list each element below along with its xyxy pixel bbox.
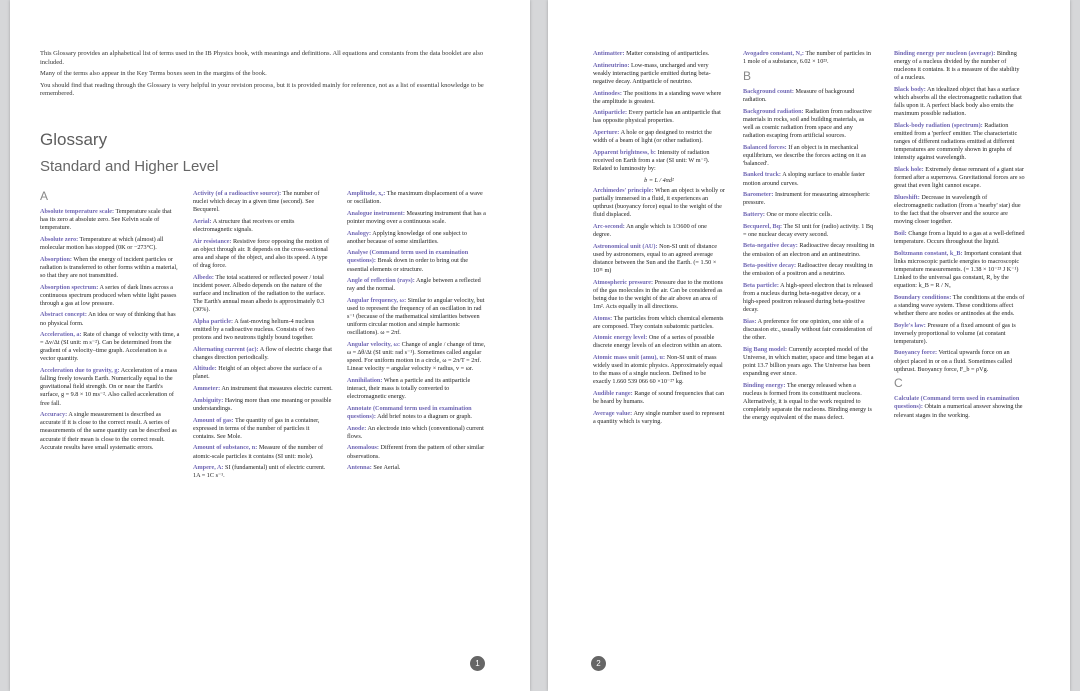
entry-term: Beta particle:: [743, 282, 779, 289]
glossary-entry: [743, 108, 875, 140]
entry-term: Binding energy:: [743, 381, 786, 389]
glossary-entry: [40, 284, 180, 308]
entry-definition: The particles from which chemical elements are composed. They contain subatomic particles.: [593, 314, 724, 330]
entry-term: Atomic energy level:: [593, 334, 648, 342]
entry-term: Annihilation:: [347, 377, 383, 385]
entry-term: Alpha particle:: [193, 317, 234, 325]
entry-definition: A hole or gap designed to restrict the width of a beam of light (or other radiation).: [593, 129, 712, 145]
entry-definition: A structure that receives or emits electromagnetic signals.: [193, 217, 295, 233]
entry-term: Abstract concept:: [40, 311, 87, 319]
glossary-entry: [193, 444, 333, 460]
entry-term: Antineutrino:: [593, 61, 630, 69]
entry-definition: Resistive force opposing the motion of an object through air. It depends on the cross-sectional area and shape of the object, and also its speed. A type of drag force.: [193, 237, 330, 269]
entry-term: Alternating current (ac):: [193, 345, 259, 353]
entry-term: Apparent brightness, b:: [593, 148, 656, 156]
entry-definition: A high-speed electron that is released from a nucleus during beta-negative decay, or a high-speed positron released during beta-positive decay.: [743, 282, 873, 314]
section-letter: B: [743, 68, 752, 83]
entry-definition: Pressure due to the motions of the gas molecules in the air. Can be considered as being due to the weight of the air above an area of 1m². Acts equally in all directions.: [593, 278, 724, 310]
entry-term: Analyse (Command term used in examination questions):: [347, 249, 469, 265]
entry-term: Blueshift:: [894, 193, 920, 201]
entry-equation: b = L / 4πd²: [644, 176, 674, 184]
entry-term: Background radiation:: [743, 107, 804, 115]
entry-term: Analogy:: [347, 229, 372, 237]
entry-term: Absolute zero:: [40, 235, 79, 243]
entry-definition: The quantity of gas in a container, expressed in terms of the number of particles it contains. See Mole.: [193, 416, 320, 440]
glossary-entry: [40, 236, 180, 252]
entry-term: Beta-positive decay:: [743, 262, 797, 270]
glossary-entry: [193, 274, 333, 314]
entry-definition: The energy released when a nucleus is formed from its constituent nucleons. Alternatively, it is equal to the work required to completely separate the nucleons. Binding energy is the energy equivalent of the mass defect.: [743, 381, 872, 422]
entry-definition: Decrease in wavelength of electromagnetic radiation (from a 'nearby' star) due to the fact that the observer and the source are moving closer together.: [894, 193, 1021, 226]
page-1: [10, 0, 530, 691]
glossary-entry: [593, 149, 725, 173]
glossary-entry: [347, 249, 487, 273]
glossary-entry: [193, 346, 333, 362]
glossary-entry: [347, 230, 487, 246]
entry-definition: One of a series of possible discrete energy levels of an electron within an atom.: [593, 334, 723, 350]
entry-definition: Extremely dense remnant of a giant star formed after a supernova. Gravitational forces are so great that even light cannot escape.: [894, 166, 1025, 190]
entry-term: Astronomical unit (AU):: [593, 242, 658, 250]
entry-term: Accuracy:: [40, 411, 68, 419]
entry-definition: Similar to angular velocity, but used to represent the frequency of an oscillation in rad s⁻¹ (because of the mathematical similarities between uniform circular motion and simple harmonic oscillations). ω = 2πf.: [347, 297, 485, 337]
entry-term: Archimedes' principle:: [593, 186, 654, 194]
entry-term: Arc-second:: [593, 222, 625, 230]
entry-term: Aerial:: [193, 217, 212, 225]
glossary-entry: [193, 190, 333, 214]
glossary-entry: [347, 377, 487, 401]
section-letter: A: [40, 189, 49, 203]
entry-definition: Rate of change of velocity with time, a = Δv/Δt (SI unit: m s⁻²). Can be determined from the gradient of a velocity–time graph. Acceleration is a vector quantity.: [40, 331, 180, 363]
entry-term: Activity (of a radioactive source):: [193, 190, 282, 197]
entry-term: Angle of reflection (rays):: [347, 277, 415, 285]
glossary-entry: [894, 322, 1026, 346]
entry-term: Black body:: [894, 85, 926, 93]
intro-paragraph: You should find that reading through the Glossary is very helpful in your revision process, but it is provided mainly for reference, not as a list of essential knowledge to be remembered.: [40, 81, 484, 98]
entry-definition: Height of an object above the surface of a planet.: [193, 365, 322, 381]
glossary-entry: [743, 88, 875, 104]
glossary-entry: [347, 297, 487, 337]
entry-term: Atoms:: [593, 314, 613, 322]
glossary-subtitle: Standard and Higher Level: [40, 158, 219, 175]
entry-term: Anode:: [347, 424, 367, 432]
entry-definition: Change of angle / change of time, ω = Δθ/Δt (SI unit: rad s⁻¹). Sometimes called angular speed. For uniform motion in a circle, ω = 2π/T = 2πf. Linear velocity = angular velocity × radius, v = ωr.: [347, 341, 486, 373]
entry-definition: Non-SI unit of distance used by astronomers, equal to an agreed average distance between the Sun and the Earth. (= 1.50 × 10¹¹ m): [593, 242, 717, 274]
glossary-entry: [347, 464, 487, 472]
entry-term: Annotate (Command term used in examination questions):: [347, 404, 472, 420]
entry-definition: Radiation from radioactive materials in rocks, soil and building materials, as well as cosmic radiation from space and any radiation escaping from artificial sources.: [743, 107, 872, 139]
entry-definition: When an object is wholly or partially immersed in a fluid, it experiences an upthrust (buoyancy force) equal to the weight of the fluid displaced.: [593, 186, 725, 219]
entry-term: Absolute temperature scale:: [40, 208, 115, 215]
entry-term: Binding energy per nucleon (average):: [894, 50, 996, 57]
entry-definition: Change from a liquid to a gas at a well-defined temperature. Occurs throughout the liquid.: [894, 229, 1025, 245]
page-number-badge: 2: [591, 656, 606, 671]
entry-definition: Add brief notes to a diagram or graph.: [377, 413, 472, 420]
glossary-entry: [347, 425, 487, 441]
entry-term: Ammeter:: [193, 385, 221, 393]
glossary-entry: [193, 417, 333, 441]
glossary-entry: [593, 129, 725, 145]
glossary-entry: [743, 318, 875, 342]
entry-term: Battery:: [743, 210, 765, 218]
entry-definition: Radiation emitted from a 'perfect' emitter. The characteristic ranges of different radiations emitted at different temperatures are commonly shown in graphs of intensity against wavelength.: [894, 121, 1018, 162]
glossary-entry: [743, 262, 875, 278]
entry-definition: Acceleration of a mass falling freely towards Earth. Numerically equal to the gravitational field strength. On or near the Earth's surface, g = 9.8 × 10 ms⁻². Also called acceleration of free fall.: [40, 367, 178, 407]
glossary-column: [894, 50, 1026, 423]
entry-term: Black-body radiation (spectrum):: [894, 121, 983, 129]
glossary-entry: [593, 90, 725, 106]
entry-term: Avogadro constant, Nₐ:: [743, 50, 804, 57]
glossary-entry: [894, 50, 1026, 82]
glossary-entry: [593, 334, 725, 350]
entry-term: Acceleration, a:: [40, 331, 82, 339]
entry-definition: Any single number used to represent a quantity which is varying.: [593, 409, 725, 425]
glossary-entry: [743, 171, 875, 187]
page-2: [548, 0, 1070, 691]
glossary-entry: [40, 411, 180, 451]
entry-definition: Important constant that links microscopic particle energies to macroscopic temperature measurements. (= 1.38 × 10⁻²³ J K⁻¹) Linked to the universal gas constant, R, by the equation: k_B = R / Nₐ: [894, 249, 1022, 289]
glossary-entry: [894, 86, 1026, 118]
entry-definition: An angle which is 1/3600 of one degree.: [593, 222, 707, 238]
entry-term: Antinodes:: [593, 89, 622, 97]
glossary-entry: [743, 242, 875, 258]
intro-block: [40, 50, 500, 102]
entry-definition: One or more electric cells.: [766, 210, 832, 218]
glossary-entry: [593, 410, 725, 426]
glossary-entry: [193, 365, 333, 381]
entry-definition: Radioactive decay resulting in the emission of an electron and an antineutrino.: [743, 242, 875, 258]
glossary-entry: [193, 318, 333, 342]
glossary-entry: [40, 331, 180, 363]
glossary-column: [193, 190, 333, 484]
entry-definition: A sloping surface to enable faster motion around curves.: [743, 171, 865, 187]
entry-definition: Angle between a reflected ray and the normal.: [347, 277, 481, 293]
entry-definition: Vertical upwards force on an object placed in or on a fluid. Sometimes called upthrust. Buoyancy force, F_b = ρVg.: [894, 349, 1013, 373]
glossary-entry: [40, 208, 180, 232]
glossary-entry: [894, 194, 1026, 226]
entry-definition: The maximum displacement of a wave or oscillation.: [347, 190, 483, 206]
entry-definition: Temperature scale that has its zero at absolute zero. See Kelvin scale of temperature.: [40, 208, 172, 232]
entry-term: Banked track:: [743, 171, 781, 179]
entry-term: Buoyancy force:: [894, 349, 938, 357]
entry-term: Boundary conditions:: [894, 293, 952, 301]
entry-definition: Radioactive decay resulting in the emission of a positron and a neutrino.: [743, 262, 873, 278]
glossary-entry: [894, 230, 1026, 246]
glossary-entry: [193, 238, 333, 270]
glossary-entry: [743, 50, 875, 66]
intro-paragraph: Many of the terms also appear in the Key Terms boxes seen in the margins of the book.: [40, 70, 267, 78]
glossary-entry: [894, 349, 1026, 373]
entry-term: Ambiguity:: [193, 396, 224, 404]
glossary-entry: [743, 382, 875, 422]
entry-definition: Measure of the number of atomic-scale particles it contains (SI unit: mole).: [193, 444, 324, 460]
entry-definition: Having more than one meaning or possible understandings.: [193, 396, 332, 412]
entry-definition: Matter consisting of antiparticles.: [626, 50, 710, 57]
entry-definition: A series of dark lines across a continuous spectrum produced when white light passes through a gas at low pressure.: [40, 283, 177, 307]
glossary-entry: [593, 354, 725, 386]
glossary-entry: [743, 346, 875, 378]
entry-definition: The number of particles in 1 mole of a substance, 6.02 × 10²³.: [743, 50, 871, 66]
glossary-entry: [347, 444, 487, 460]
glossary-entry: [347, 277, 487, 293]
entry-term: Amplitude, x₀:: [347, 190, 386, 197]
glossary-entry: [743, 191, 875, 207]
entry-definition: When the energy of incident particles or radiation is transferred to other forms within a material, so that they are not transmitted.: [40, 255, 178, 279]
entry-term: Average value:: [593, 409, 633, 417]
entry-term: Anomalous:: [347, 444, 379, 452]
glossary-entry: [593, 187, 725, 219]
glossary-entry: [347, 405, 487, 421]
entry-definition: A preference for one opinion, one side of a discussion etc., usually without fair consideration of the other.: [743, 317, 873, 342]
entry-term: Amount of gas:: [193, 416, 234, 424]
entry-term: Boil:: [894, 229, 907, 237]
entry-definition: Different from the pattern of other similar observations.: [347, 444, 485, 460]
glossary-entry: [894, 122, 1026, 162]
page-number-badge: 1: [470, 656, 485, 671]
glossary-entry: [593, 62, 725, 86]
entry-definition: An instrument that measures electric current.: [221, 385, 333, 393]
entry-definition: The SI unit for (radio) activity. 1 Bq = one nuclear decay every second.: [743, 222, 874, 238]
entry-term: Audible range:: [593, 390, 633, 398]
entry-term: Becquerel, Bq:: [743, 222, 783, 230]
glossary-entry: [347, 190, 487, 206]
entry-definition: Intensity of radiation received on Earth from a star (SI unit: W m⁻²). Related to luminosity by:: [593, 148, 710, 173]
glossary-column: [743, 50, 875, 426]
entry-term: Angular velocity, ω:: [347, 341, 401, 349]
entry-definition: A fast-moving helium-4 nucleus emitted by a radioactive nucleus. Consists of two protons and two neutrons tightly bound together.: [193, 317, 315, 341]
entry-term: Antenna:: [347, 464, 372, 472]
glossary-entry: [894, 395, 1026, 419]
glossary-entry: [193, 218, 333, 234]
entry-definition: When a particle and its antiparticle interact, their mass is totally converted to electromagnetic energy.: [347, 377, 471, 401]
entry-definition: Applying knowledge of one subject to another because of some similarities.: [347, 229, 467, 245]
entry-term: Acceleration due to gravity, g:: [40, 367, 120, 375]
entry-definition: Instrument for measuring atmospheric pressure.: [743, 191, 870, 207]
entry-definition: Range of sound frequencies that can be heard by humans.: [593, 390, 725, 406]
entry-definition: A single measurement is described as accurate if it is close to the correct result. A series of measurements of the same quantity can be described as accurate if their mean is close to the correct result. Accurate results have small systematic errors.: [40, 411, 177, 451]
entry-term: Bias:: [743, 317, 757, 325]
entry-term: Angular frequency, ω:: [347, 297, 407, 304]
entry-term: Calculate (Command term used in examination questions):: [894, 395, 1020, 411]
entry-term: Absorption spectrum:: [40, 283, 99, 291]
glossary-entry: [40, 311, 180, 327]
entry-term: Atomic mass unit (amu), u:: [593, 354, 666, 362]
glossary-entry: [193, 464, 333, 480]
entry-definition: If an object is in mechanical equilibrium, we describe the forces acting on it as 'balanced'.: [743, 143, 867, 167]
glossary-entry: [593, 243, 725, 275]
entry-term: Big Bang model:: [743, 345, 788, 353]
entry-term: Atmospheric pressure:: [593, 278, 654, 286]
glossary-entry: [347, 341, 487, 373]
glossary-entry: [593, 315, 725, 331]
glossary-entry: [40, 367, 180, 407]
entry-term: Albedo:: [193, 273, 214, 281]
glossary-entry: [347, 210, 487, 226]
entry-definition: See Aerial.: [373, 464, 401, 472]
entry-term: Boyle's law:: [894, 321, 926, 329]
entry-term: Aperture:: [593, 129, 620, 137]
entry-term: Analogue instrument:: [347, 209, 405, 217]
glossary-title: Glossary: [40, 130, 108, 149]
entry-term: Balanced forces:: [743, 143, 787, 151]
glossary-entry: [894, 294, 1026, 318]
entry-definition: Break down in order to bring out the essential elements or structure.: [347, 257, 468, 273]
entry-definition: Obtain a numerical answer showing the relevant stages in the working.: [894, 403, 1023, 419]
glossary-entry: [40, 256, 180, 280]
entry-term: Absorption:: [40, 255, 72, 263]
entry-definition: A flow of electric charge that changes direction periodically.: [193, 345, 332, 361]
entry-term: Amount of substance, n:: [193, 444, 258, 452]
glossary-entry: [593, 390, 725, 406]
entry-definition: The total scattered or reflected power / total incident power. Albedo depends on the nature of the surface and inclination of the radiation to the surface. The Earth's annual mean albedo is approximately 0.3 (30%).: [193, 273, 326, 313]
entry-definition: Measuring instrument that has a pointer moving over a continuous scale.: [347, 209, 486, 225]
glossary-entry: [743, 223, 875, 239]
glossary-column: [347, 190, 487, 476]
glossary-column: [40, 188, 180, 455]
entry-definition: Low-mass, uncharged and very weakly interacting particle emitted during beta-negative decay. Antiparticle of neutrino.: [593, 61, 711, 85]
glossary-column: [593, 50, 725, 430]
entry-definition: SI (fundamental) unit of electric current. 1A = 1C s⁻¹.: [193, 464, 326, 480]
entry-definition: Pressure of a fixed amount of gas is inversely proportional to volume (at constant temperature).: [894, 321, 1016, 345]
entry-term: Black hole:: [894, 166, 924, 173]
glossary-entry: [193, 397, 333, 413]
glossary-entry: [894, 250, 1026, 290]
section-letter: C: [894, 376, 903, 391]
glossary-entry: [593, 109, 725, 125]
entry-definition: The conditions at the ends of a standing wave system. These conditions affect whether there are nodes or antinodes at the ends.: [894, 293, 1025, 317]
glossary-entry: [593, 279, 725, 311]
entry-term: Boltzmann constant, k_B:: [894, 249, 963, 257]
glossary-entry: [743, 211, 875, 219]
entry-term: Air resistance:: [193, 237, 232, 245]
entry-definition: Every particle has an antiparticle that has opposite physical properties.: [593, 109, 721, 125]
entry-definition: Non-SI unit of mass widely used in atomic physics. Approximately equal to the mass of a single nucleon. Defined to be exactly 1.660 539 066 60 ×10⁻²⁷ kg.: [593, 354, 723, 386]
entry-definition: Measure of background radiation.: [743, 87, 855, 103]
glossary-entry: [894, 166, 1026, 190]
entry-term: Antiparticle:: [593, 109, 628, 117]
entry-definition: An idea or way of thinking that has no physical form.: [40, 311, 176, 327]
entry-definition: The positions in a standing wave where the amplitude is greatest.: [593, 89, 722, 105]
entry-term: Ampere, A:: [193, 464, 224, 472]
entry-term: Background count:: [743, 87, 794, 95]
entry-definition: Temperature at which (almost) all molecular motion has stopped (0K or −273°C).: [40, 235, 164, 251]
glossary-entry: [193, 385, 333, 393]
entry-definition: An electrode into which (conventional) current flows.: [347, 424, 484, 440]
entry-term: Beta-negative decay:: [743, 242, 798, 250]
entry-definition: An idealized object that has a surface which absorbs all the electromagnetic radiation that falls upon it. A perfect black body also emits the maximum possible radiation.: [894, 85, 1022, 118]
intro-paragraph: This Glossary provides an alphabetical list of terms used in the IB Physics book, with meanings and definitions. All equations and constants from the data booklet are also included.: [40, 50, 484, 66]
entry-definition: The number of nuclei which decay in a given time (second). See Becquerel.: [193, 190, 320, 214]
glossary-entry: [593, 50, 725, 58]
entry-definition: Currently accepted model of the Universe, in which matter, space and time began at a point 13.7 billion years ago. The Universe has been expanding ever since.: [743, 345, 874, 378]
glossary-entry: [593, 223, 725, 239]
glossary-entry: [743, 282, 875, 314]
entry-term: Barometer:: [743, 191, 774, 199]
entry-definition: Binding energy of a nucleus divided by the number of nucleons it contains. It is a measure of the stability of a nucleus.: [894, 50, 1020, 82]
entry-term: Altitude:: [193, 365, 217, 373]
entry-term: Antimatter:: [593, 50, 625, 57]
glossary-entry: [743, 144, 875, 168]
